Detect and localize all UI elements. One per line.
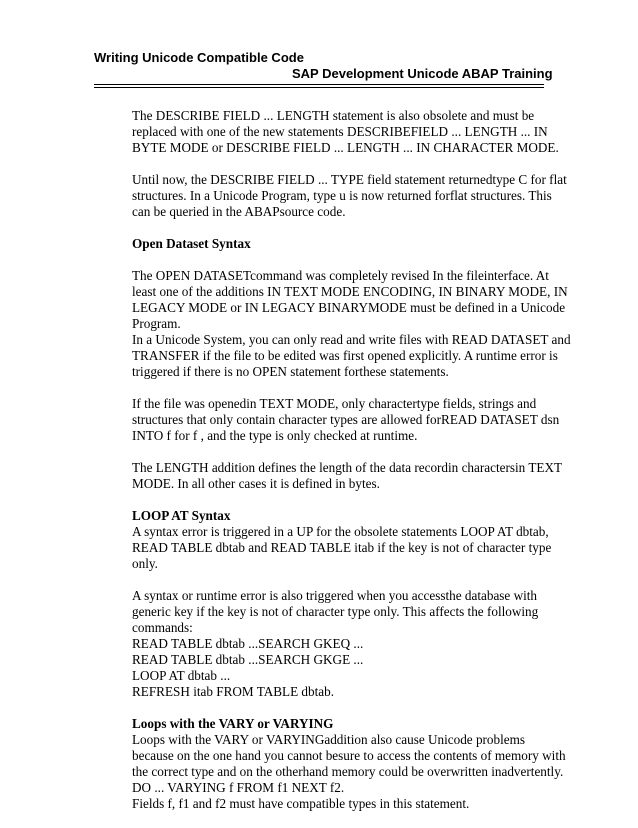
- text-line: can be queried in the ABAPsource code.: [132, 204, 346, 219]
- paragraph-describe-length: [132, 108, 559, 156]
- heading-open-dataset: Open Dataset Syntax: [132, 236, 251, 251]
- text-line: generic key if the key is not of character type only. This affects the following: [132, 604, 539, 619]
- text-line: Until now, the DESCRIBE FIELD ... TYPE field statement returnedtype C for flat: [132, 172, 567, 187]
- text-line: The DESCRIBE FIELD ... LENGTH statement is also obsolete and must be: [132, 108, 535, 123]
- text-line: READ TABLE dbtab and READ TABLE itab if the key is not of character type: [132, 540, 552, 555]
- paragraph-generic-key: [132, 588, 552, 700]
- header-right-title: SAP Development Unicode ABAP Training: [292, 66, 553, 81]
- text-line: only.: [132, 556, 158, 571]
- text-line: structures. In a Unicode Program, type u is now returned forflat structures. This: [132, 188, 552, 203]
- text-line: Program.: [132, 316, 181, 331]
- heading-vary: Loops with the VARY or VARYING: [132, 716, 334, 731]
- text-line: Loops with the VARY or VARYINGaddition also cause Unicode problems: [132, 732, 526, 747]
- paragraph-open-dataset: [132, 268, 571, 380]
- paragraph-vary: [132, 732, 566, 812]
- text-line: commands:: [132, 620, 193, 635]
- text-line: INTO f for f , and the type is only checked at runtime.: [132, 428, 418, 443]
- text-line: LEGACY MODE or IN LEGACY BINARYMODE must be defined in a Unicode: [132, 300, 566, 315]
- text-line: TRANSFER if the file to be edited was first opened explicitly. A runtime error is: [132, 348, 558, 363]
- code-line: READ TABLE dbtab ...SEARCH GKGE ...: [132, 652, 364, 667]
- text-line: The OPEN DATASETcommand was completely revised In the fileinterface. At: [132, 268, 549, 283]
- text-line: In a Unicode System, you can only read and write files with READ DATASET and: [132, 332, 571, 347]
- text-line: The LENGTH addition defines the length of the data recordin charactersin TEXT: [132, 460, 563, 475]
- text-line: triggered if there is no OPEN statement forthese statements.: [132, 364, 449, 379]
- code-line: DO ... VARYING f FROM f1 NEXT f2.: [132, 780, 345, 795]
- paragraph-length-addition: [132, 460, 563, 492]
- header-rule: [94, 84, 544, 85]
- text-line: A syntax error is triggered in a UP for the obsolete statements LOOP AT dbtab,: [132, 524, 549, 539]
- text-line: BYTE MODE or DESCRIBE FIELD ... LENGTH ... IN CHARACTER MODE.: [132, 140, 559, 155]
- text-line: A syntax or runtime error is also triggered when you accessthe database with: [132, 588, 538, 603]
- document-body: [132, 108, 571, 828]
- text-line: least one of the additions IN TEXT MODE ENCODING, IN BINARY MODE, IN: [132, 284, 568, 299]
- text-line: the correct type and on the otherhand memory could be overwritten inadvertently.: [132, 764, 564, 779]
- paragraph-text-mode: [132, 396, 560, 444]
- code-line: READ TABLE dbtab ...SEARCH GKEQ ...: [132, 636, 364, 651]
- header-rule-secondary: [94, 87, 544, 88]
- paragraph-describe-type: [132, 172, 567, 220]
- text-line: MODE. In all other cases it is defined in bytes.: [132, 476, 380, 491]
- heading-loop-at: LOOP AT Syntax: [132, 508, 231, 523]
- text-line: replaced with one of the new statements DESCRIBEFIELD ... LENGTH ... IN: [132, 124, 548, 139]
- text-line: If the file was openedin TEXT MODE, only charactertype fields, strings and: [132, 396, 537, 411]
- code-line: REFRESH itab FROM TABLE dbtab.: [132, 684, 335, 699]
- text-line: structures that only contain character types are allowed forREAD DATASET dsn: [132, 412, 560, 427]
- header-left-title: Writing Unicode Compatible Code: [94, 50, 304, 65]
- code-line: LOOP AT dbtab ...: [132, 668, 231, 683]
- text-line: Fields f, f1 and f2 must have compatible types in this statement.: [132, 796, 470, 811]
- paragraph-loop-at: [132, 524, 552, 572]
- text-line: because on the one hand you cannot besure to access the contents of memory with: [132, 748, 566, 763]
